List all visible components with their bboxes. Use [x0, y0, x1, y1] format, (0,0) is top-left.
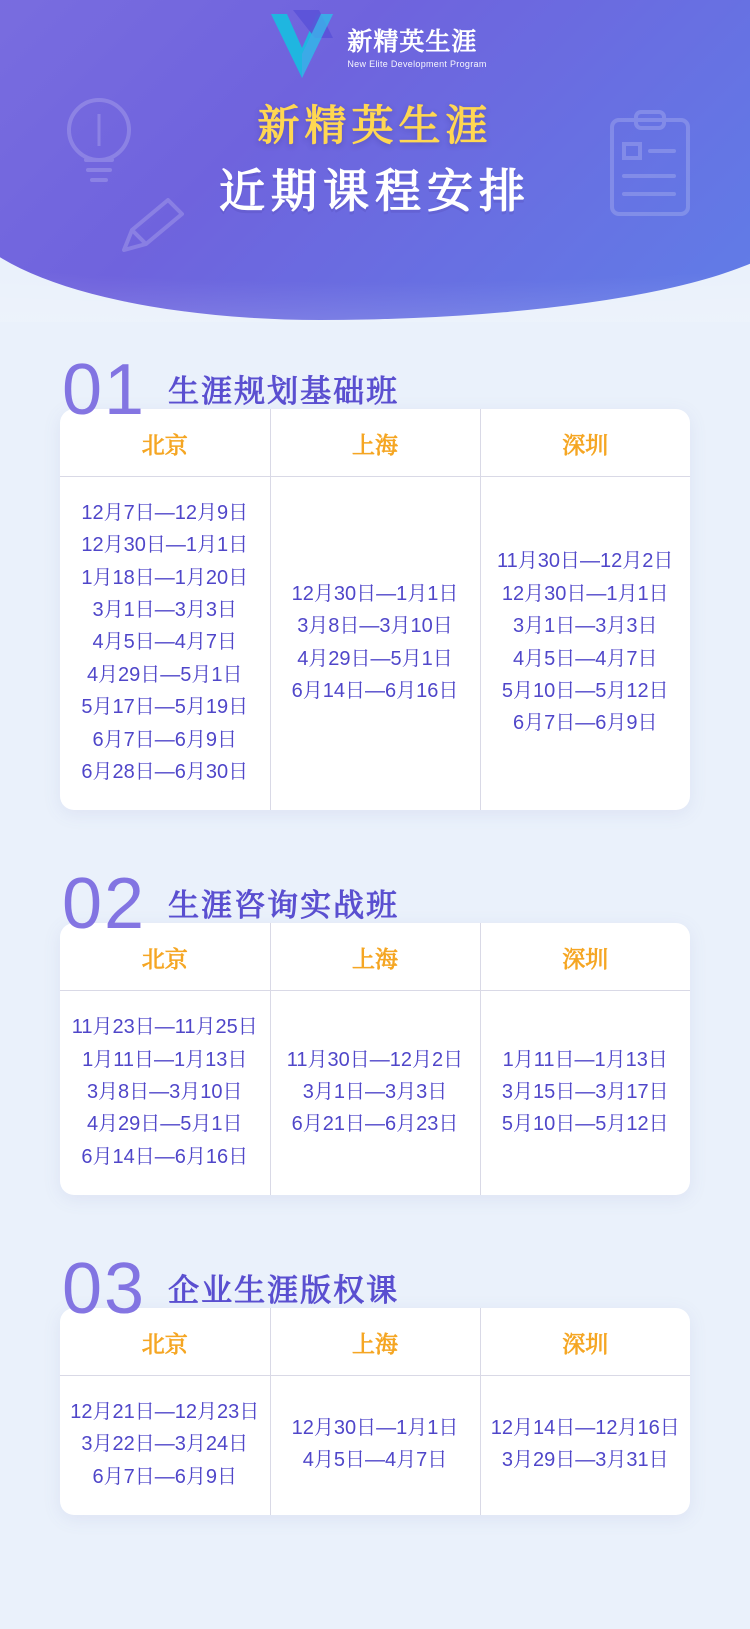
date-item: 11月23日—11月25日: [71, 1016, 258, 1039]
section-02-table-card: [60, 923, 690, 1195]
cell-shenzhen: [480, 991, 690, 1195]
date-item: 4月29日—5月1日: [86, 663, 243, 686]
date-item: 6月7日—6月9日: [92, 1465, 237, 1488]
date-item: 3月1日—3月3日: [513, 615, 658, 638]
date-item: 5月17日—5月19日: [81, 696, 249, 719]
date-item: 4月29日—5月1日: [86, 1113, 243, 1136]
date-item: 3月22日—3月24日: [81, 1433, 249, 1456]
page-header: [0, 0, 750, 330]
section-title: 生涯规划基础班: [168, 373, 400, 409]
section-number: 02: [62, 864, 147, 945]
date-item: 11月30日—12月2日: [286, 1048, 464, 1071]
section-number: 03: [62, 1249, 147, 1330]
cell-shanghai: [270, 991, 480, 1195]
date-item: 5月10日—5月12日: [501, 1113, 669, 1136]
table-row: [60, 1375, 690, 1515]
column-header-shanghai: 上海: [270, 409, 480, 477]
date-item: 3月8日—3月10日: [86, 1080, 243, 1103]
cell-shanghai: [270, 1375, 480, 1515]
date-item: 3月8日—3月10日: [297, 615, 453, 638]
date-item: 4月5日—4月7日: [513, 647, 658, 670]
date-item: 6月14日—6月16日: [291, 679, 459, 702]
date-item: 1月11日—1月13日: [502, 1048, 668, 1071]
date-item: 1月18日—1月20日: [81, 566, 249, 589]
date-item: 3月15日—3月17日: [501, 1080, 669, 1103]
date-item: 12月30日—1月1日: [291, 582, 459, 605]
column-header-beijing: 北京: [60, 923, 270, 991]
date-item: 4月5日—4月7日: [92, 631, 237, 654]
cell-shenzhen: [480, 476, 690, 810]
date-item: 3月1日—3月3日: [302, 1080, 448, 1103]
column-header-shanghai: 上海: [270, 1308, 480, 1376]
column-header-beijing: 北京: [60, 409, 270, 477]
date-item: 6月7日—6月9日: [513, 712, 658, 735]
cell-shanghai: [270, 476, 480, 810]
date-item: 12月30日—1月1日: [501, 582, 669, 605]
date-item: 1月11日—1月13日: [82, 1048, 248, 1071]
date-item: 11月30日—12月2日: [497, 550, 674, 573]
date-item: 12月14日—12月16日: [490, 1417, 680, 1440]
cell-beijing: [60, 991, 270, 1195]
date-item: 6月28日—6月30日: [81, 760, 249, 783]
schedule-table: [60, 923, 690, 1195]
section-03-header: [0, 1249, 750, 1330]
date-item: 3月29日—3月31日: [501, 1449, 669, 1472]
date-item: 4月5日—4月7日: [302, 1449, 448, 1472]
date-item: 5月10日—5月12日: [501, 679, 669, 702]
section-number: 01: [62, 350, 147, 430]
date-item: 12月21日—12月23日: [70, 1400, 260, 1423]
section-01-header: [0, 350, 750, 430]
section-03: [0, 1249, 750, 1515]
date-item: 6月7日—6月9日: [92, 728, 237, 751]
section-02: [0, 864, 750, 1195]
column-header-shenzhen: 深圳: [480, 409, 690, 477]
section-01: [0, 350, 750, 810]
logo-mark-icon: [263, 10, 341, 82]
cell-beijing: [60, 476, 270, 810]
title-block: [0, 100, 750, 220]
schedule-sections: [0, 330, 750, 1617]
section-02-header: [0, 864, 750, 945]
page-title: 新精英生涯: [257, 102, 493, 149]
cell-shenzhen: [480, 1375, 690, 1515]
section-title: 企业生涯版权课: [168, 1272, 400, 1308]
column-header-shanghai: 上海: [270, 923, 480, 991]
date-item: 6月21日—6月23日: [291, 1113, 459, 1136]
schedule-table: [60, 1308, 690, 1515]
section-01-table-card: [60, 409, 690, 811]
schedule-table: [60, 409, 690, 811]
cell-beijing: [60, 1375, 270, 1515]
table-row: [60, 991, 690, 1195]
column-header-shenzhen: 深圳: [480, 1308, 690, 1376]
date-item: 6月14日—6月16日: [81, 1145, 249, 1168]
section-title: 生涯咨询实战班: [168, 888, 400, 924]
date-item: 12月7日—12月9日: [81, 501, 249, 524]
table-row: [60, 476, 690, 810]
date-item: 4月29日—5月1日: [297, 647, 453, 670]
brand-logo: [0, 10, 750, 82]
date-item: 3月1日—3月3日: [92, 598, 237, 621]
logo-title-cn: 新精英生涯: [347, 27, 478, 56]
column-header-beijing: 北京: [60, 1308, 270, 1376]
column-header-shenzhen: 深圳: [480, 923, 690, 991]
page-subtitle: 近期课程安排: [219, 164, 531, 217]
date-item: 12月30日—1月1日: [291, 1417, 459, 1440]
section-03-table-card: [60, 1308, 690, 1515]
date-item: 12月30日—1月1日: [81, 534, 249, 557]
logo-title-en: New Elite Development Program: [347, 59, 487, 70]
